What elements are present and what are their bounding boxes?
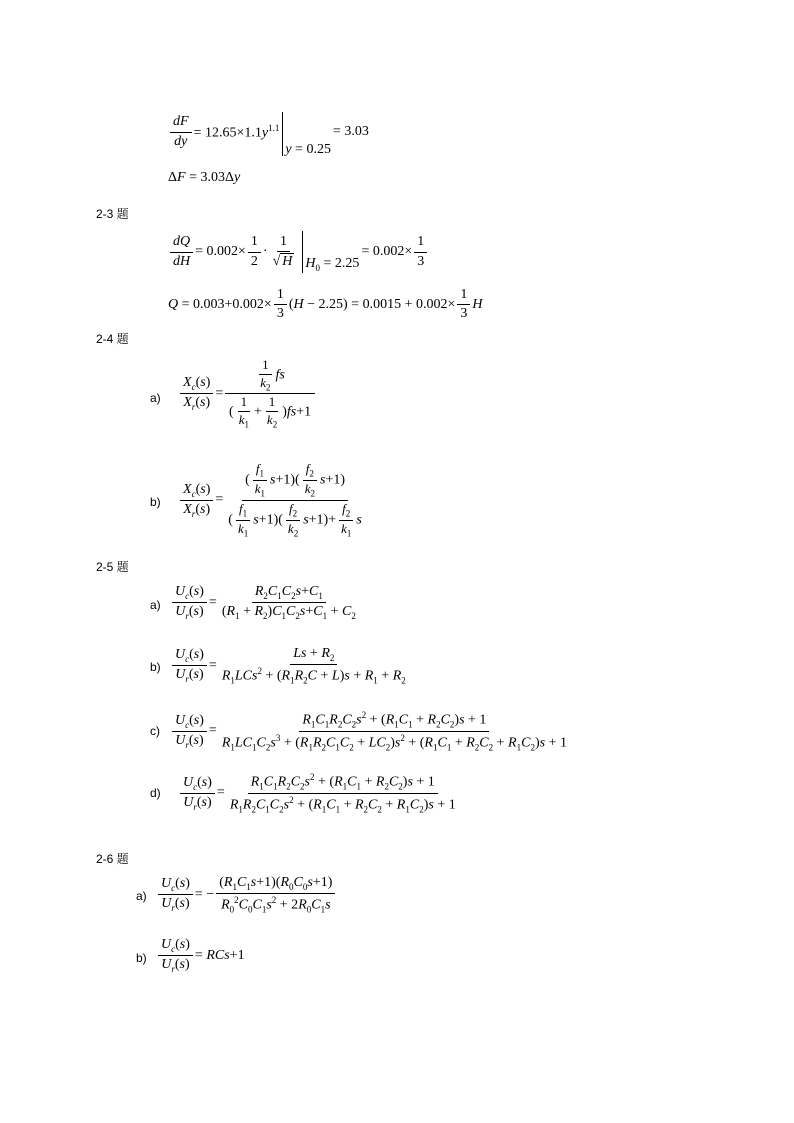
equation-deltaF: ΔF = 3.03Δy: [168, 170, 241, 185]
equation-2-5-c: $\frac{U_c(s)}{U_r(s)}$ = $\frac{R_1C_1R_2C_2s^2 + (R_1C_1 + R_2C_2)s + 1}{R_1LC_1C_2s^3 + (R_1R_2C_1C_2 + LC_2)s^2 + (R_1C_1 + R_2C_2 + R_1C_2)s + 1}$: [170, 710, 572, 753]
item-label-c: c): [150, 724, 160, 738]
item-label-a: a): [150, 598, 161, 612]
equation-dF-dy: $\frac{dF}{dy}$ = $12.65\times 1.1y^{1.1}$ y = 0.25 = 3.03: [168, 108, 369, 156]
item-label-a: a): [150, 391, 161, 405]
section-label-2-5: 2-5 题: [96, 560, 129, 574]
equation-dQ-dH: $\frac{dQ}{dH}$ = 0.002× $\frac{1}{2}$ · 1 √ H $H_0 = 2.25$ = 0.002× $\frac{1}{3}$: [168, 231, 429, 273]
section-label-2-4: 2-4 题: [96, 332, 129, 346]
equation-2-5-d: $\frac{U_c(s)}{U_r(s)}$ = $\frac{R_1C_1R_2C_2s^2 + (R_1C_1 + R_2C_2)s + 1}{R_1R_2C_1C_2s^2 + (R_1C_1 + R_2C_2 + R_1C_2)s + 1}$: [178, 772, 461, 815]
item-label-a: a): [136, 889, 147, 903]
item-label-d: d): [150, 786, 161, 800]
equation-Q: Q = 0.003+0.002× $\frac{1}{3}$ (H − 2.25) = 0.0015 + 0.002× $\frac{1}{3}$ H: [168, 287, 483, 322]
equation-2-6-b: $\frac{U_c(s)}{U_r(s)}$ = RCs+1: [156, 937, 245, 974]
equation-2-5-b: $\frac{U_c(s)}{U_r(s)}$ = $\frac{Ls + R_2}{R_1LCs^2 + (R_1R_2C + L)s + R_1 + R_2}$: [170, 646, 411, 686]
item-label-b: b): [150, 660, 161, 674]
equation-2-5-a: $\frac{U_c(s)}{U_r(s)}$ = $\frac{R_2C_1C_2s+C_1}{(R_1 + R_2)C_1C_2s+C_1 + C_2}$: [170, 584, 361, 621]
item-label-b: b): [150, 495, 161, 509]
equation-2-4-a: $\frac{X_c(s)}{X_r(s)}$ = $\frac{1}{k_2}$ fs ( $\frac{1}{k_1}$ + $\frac{1}{k_2}$ )fs+1: [178, 358, 317, 430]
section-label-2-6: 2-6 题: [96, 852, 129, 866]
section-label-2-3: 2-3 题: [96, 207, 129, 221]
equation-2-4-b: $\frac{X_c(s)}{X_r(s)}$ = ( $\frac{f_1}{k_1}$ s+1)( $\frac{f_2}{k_2}$ s+1) ( $\frac{f_1}{k_1}$ s+1)( $\frac{f_2}{k_2}$ s+1)+ $\frac{f_2}{k_1}$ s: [178, 462, 367, 539]
equation-2-6-a: $\frac{U_c(s)}{U_r(s)}$ = − $\frac{(R_1C_1s+1)(R_0C_0s+1)}{R_0^2C_0C_1s^2 + 2R_0C_1s}$: [156, 875, 337, 915]
item-label-b: b): [136, 951, 147, 965]
